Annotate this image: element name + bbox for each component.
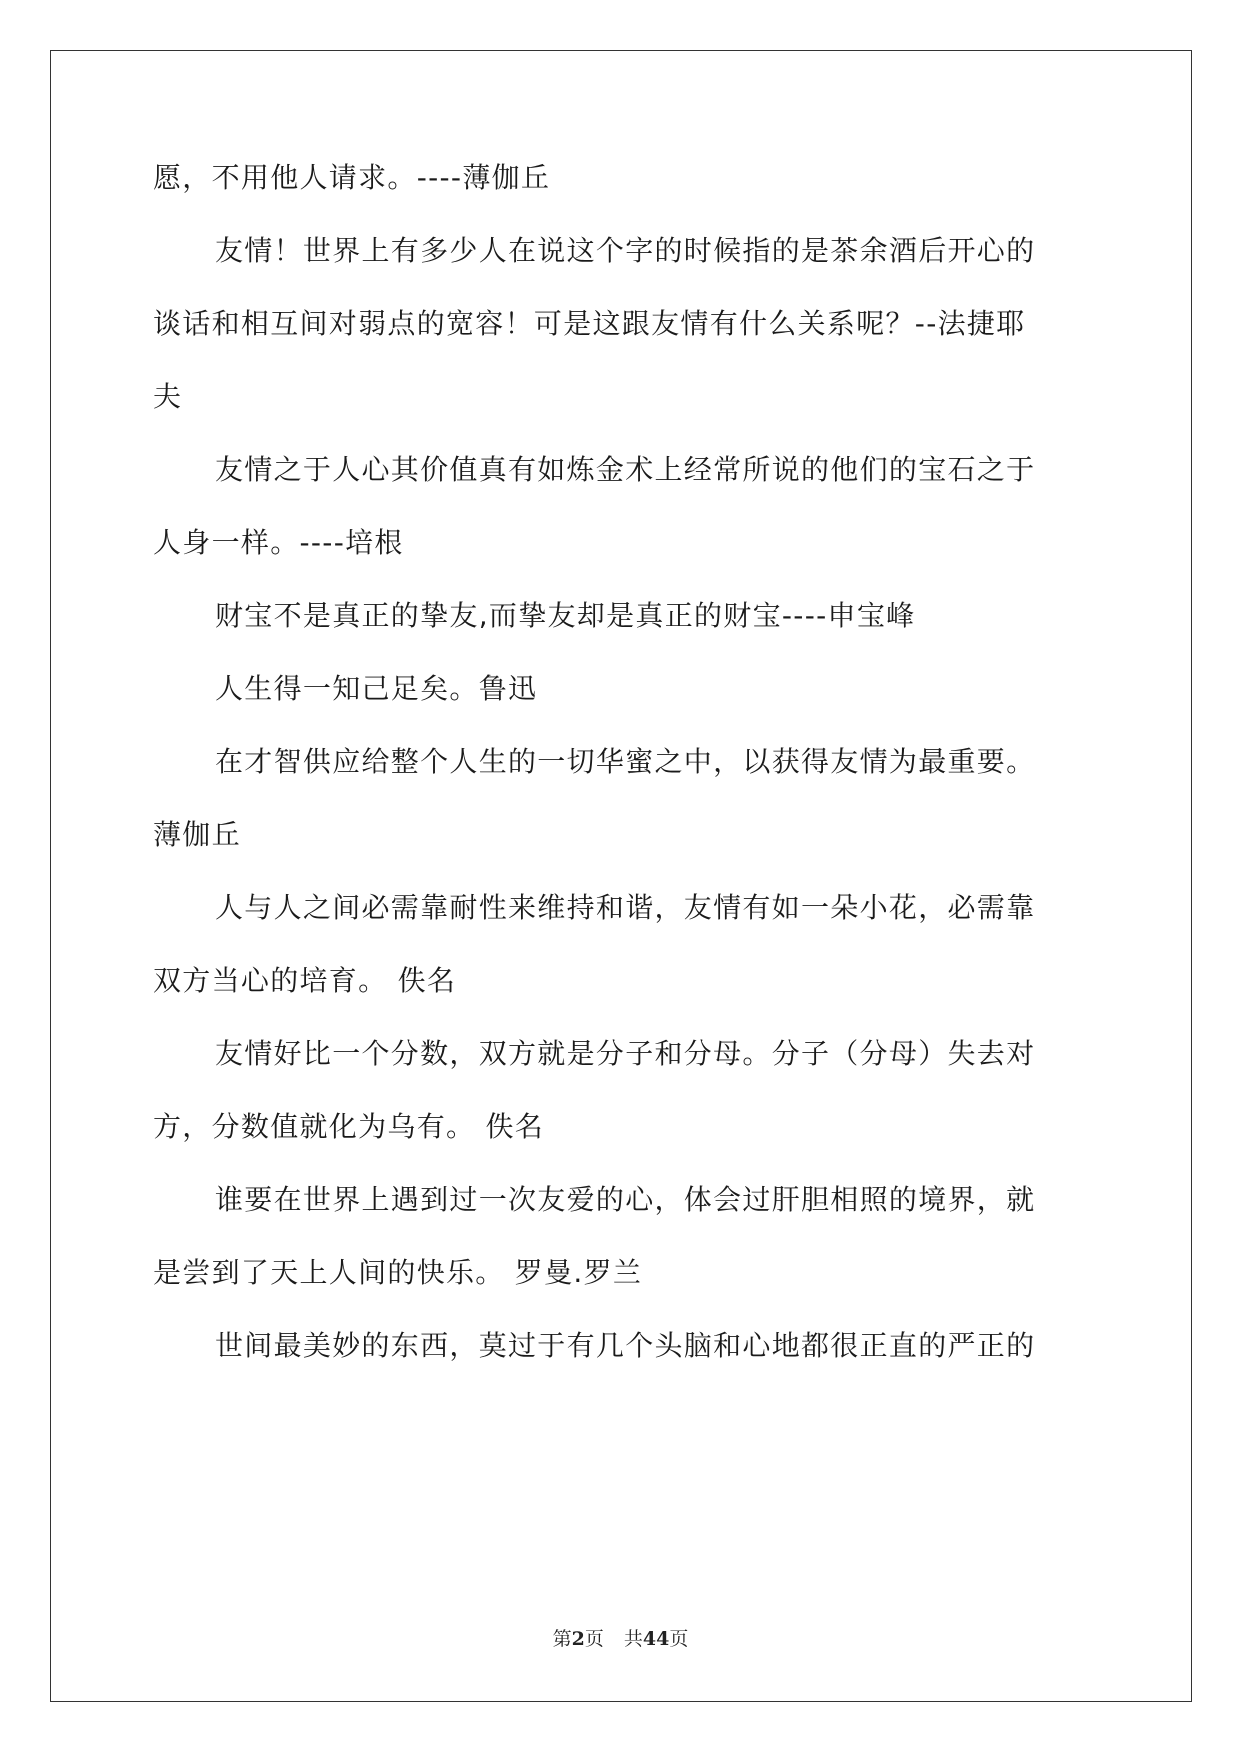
total-prefix: 共	[623, 1628, 643, 1650]
text-line: 愿，不用他人请求。----薄伽丘	[153, 161, 551, 194]
paragraph-start: 友情！世界上有多少人在说这个字的时候指的是茶余酒后开心的	[215, 234, 1036, 267]
paragraph-start: 友情好比一个分数，双方就是分子和分母。分子（分母）失去对	[215, 1037, 1036, 1070]
text-line: 双方当心的培育。 佚名	[153, 964, 457, 997]
page-prefix: 第	[552, 1628, 572, 1650]
page-number: 2	[571, 1628, 585, 1650]
page-border	[50, 50, 1192, 1702]
paragraph-start: 世间最美妙的东西，莫过于有几个头脑和心地都很正直的严正的	[215, 1329, 1036, 1362]
page-footer	[0, 1624, 1241, 1651]
text-line: 夫	[153, 380, 183, 413]
text-line: 薄伽丘	[153, 818, 241, 851]
text-line: 是尝到了天上人间的快乐。 罗曼.罗兰	[153, 1256, 643, 1289]
paragraph-start: 谁要在世界上遇到过一次友爱的心，体会过肝胆相照的境界，就	[215, 1183, 1036, 1216]
text-line: 谈话和相互间对弱点的宽容！可是这跟友情有什么关系呢？--法捷耶	[153, 307, 1026, 340]
paragraph-start: 友情之于人心其价值真有如炼金术上经常所说的他们的宝石之于	[215, 453, 1036, 486]
paragraph-start: 财宝不是真正的挚友,而挚友却是真正的财宝----申宝峰	[215, 599, 916, 632]
page-suffix: 页	[584, 1628, 604, 1650]
paragraph-start: 人与人之间必需靠耐性来维持和谐，友情有如一朵小花，必需靠	[215, 891, 1036, 924]
paragraph-start: 人生得一知己足矣。鲁迅	[215, 672, 538, 705]
paragraph-start: 在才智供应给整个人生的一切华蜜之中，以获得友情为最重要。	[215, 745, 1036, 778]
total-suffix: 页	[669, 1628, 689, 1650]
text-line: 人身一样。----培根	[153, 526, 404, 559]
text-line: 方，分数值就化为乌有。 佚名	[153, 1110, 545, 1143]
total-pages: 44	[642, 1628, 670, 1650]
